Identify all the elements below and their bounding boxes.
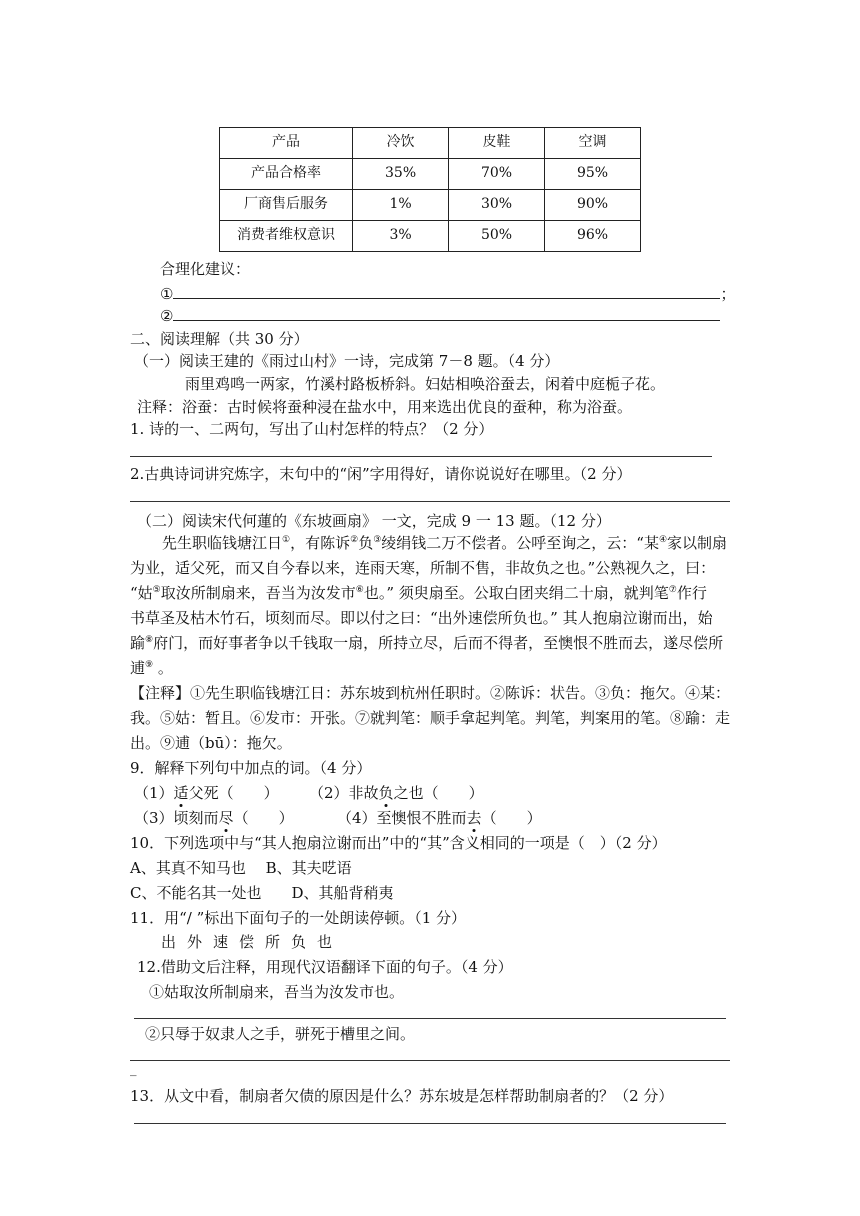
- table-cell: 30%: [449, 190, 545, 221]
- passage-line: [162, 532, 727, 555]
- passage-line: 为业，适父死，而又自今春以来，连雨天寒，所制不售，非故负之也。”公熟视久之，曰：: [130, 559, 716, 577]
- q12-sentence-1: ①姑取汝所制扇来，吾当为汝发市也。: [149, 983, 405, 1001]
- table-header-cell: 产品: [220, 128, 353, 159]
- passage-text: 。: [153, 659, 173, 677]
- q9-text: （3）顷刻而: [134, 809, 219, 827]
- passage-text: 府门，而好事者争以千钱取一扇，所持立尽，后而不得者，至懊恨不胜而去，遂尽偿所: [153, 634, 724, 652]
- q11-sentence: 出外速偿所负也: [161, 933, 344, 951]
- passage-text: 也。” 须臾扇至。公取白团夹绢二十扇，就判笔: [363, 584, 669, 602]
- answer-line-q12-1[interactable]: [134, 1018, 726, 1019]
- passage-text: 踰: [130, 634, 146, 652]
- table-cell: 95%: [545, 159, 641, 190]
- table-header-row: [220, 128, 641, 159]
- table-cell: 3%: [353, 221, 449, 252]
- passage-text: 作行: [676, 584, 707, 602]
- q10-options-ab: A、其真不知马也 B、其夫呓语: [130, 859, 352, 877]
- q9-text: 之也（ ）: [393, 784, 484, 802]
- question-11: 11．用“/ ”标出下面句子的一处朗读停顿。（1 分）: [130, 909, 467, 927]
- table-cell: 90%: [545, 190, 641, 221]
- product-stats-table: [219, 127, 641, 252]
- question-1: 1. 诗的一、二两句，写出了山村怎样的特点？（2 分）: [130, 420, 494, 438]
- footnote-ref: ⑦: [668, 585, 677, 595]
- dotted-word: 去: [466, 809, 482, 827]
- dotted-word: 适: [173, 784, 189, 802]
- footnote-ref: ⑥: [355, 585, 364, 595]
- suggestion-line-end: ；: [720, 285, 736, 303]
- table-row: [220, 190, 641, 221]
- notes-line: 【注释】①先生职临钱塘江日：苏东坡到杭州任职时。②陈诉：状告。③负：拖欠。④某：: [130, 684, 731, 702]
- answer-line-q12-2[interactable]: [130, 1060, 730, 1061]
- dotted-word: 尽: [218, 809, 234, 827]
- suggestion-label: 合理化建议：: [160, 260, 251, 278]
- q9-item-1: [134, 782, 279, 805]
- suggestion-line-1: [160, 283, 735, 306]
- table-row: [220, 159, 641, 190]
- table-cell: 消费者维权意识: [220, 221, 353, 252]
- dotted-word: 负: [378, 784, 394, 802]
- passage-line: 书草圣及枯木竹石，顷刻而尽。即以付之曰：“出外速偿所负也。” 其人抱扇泣谢而出，始: [130, 609, 713, 627]
- passage-text: 逋: [130, 659, 146, 677]
- answer-line-q1[interactable]: [130, 456, 712, 457]
- table-cell: 厂商售后服务: [220, 190, 353, 221]
- q12-sentence-2: ②只辱于奴隶人之手，骈死于槽里之间。: [145, 1025, 416, 1043]
- q9-text: 父死（ ）: [188, 784, 279, 802]
- footnote-ref: ②: [350, 535, 359, 545]
- notes-line: 出。⑨逋（bū）：拖欠。: [130, 734, 292, 752]
- table-cell: 50%: [449, 221, 545, 252]
- passage-line: [130, 632, 723, 655]
- poem-text: 雨里鸡鸣一两家，竹溪村路板桥斜。妇姑相唤浴蚕去，闲着中庭栀子花。: [185, 375, 666, 393]
- question-13: 13．从文中看，制扇者欠债的原因是什么？苏东坡是怎样帮助制扇者的？（2 分）: [130, 1087, 674, 1105]
- passage-line: [130, 582, 707, 605]
- answer-dash: _: [130, 1062, 137, 1077]
- passage-text: 负: [358, 534, 374, 552]
- part2-heading: （二）阅读宋代何蓮的《东坡画扇》 一文，完成 9 一 13 题。（12 分）: [137, 512, 611, 530]
- passage-text: 先生职临钱塘江日: [162, 534, 283, 552]
- suggestion-marker-1: ①: [160, 285, 174, 303]
- footnote-ref: ④: [658, 535, 668, 545]
- table-cell: 产品合格率: [220, 159, 353, 190]
- passage-text: 绫绢钱二万不偿者。公呼至询之，云：“某: [381, 534, 659, 552]
- table-cell: 70%: [449, 159, 545, 190]
- q9-item-3: [134, 807, 294, 830]
- table-cell: 96%: [545, 221, 641, 252]
- footnote-ref: ⑤: [152, 585, 161, 595]
- footnote-ref: ⑧: [145, 635, 154, 645]
- passage-line: [130, 657, 173, 680]
- table-cell: 1%: [353, 190, 449, 221]
- q9-text: （ ）: [233, 809, 294, 827]
- footnote-ref: ①: [282, 535, 291, 545]
- q10-options-cd: C、不能名其一处也 D、其船背稍夷: [130, 884, 394, 902]
- footnote-ref: ③: [373, 535, 382, 545]
- q9-text: （1）: [134, 784, 174, 802]
- passage-text: ，有陈诉: [290, 534, 351, 552]
- q9-text: （ ）: [481, 809, 542, 827]
- passage-text: “姑: [130, 584, 153, 602]
- question-2: 2.古典诗词讲究炼字，末句中的“闲”字用得好，请你说说好在哪里。（2 分）: [130, 465, 632, 483]
- question-12: 12.借助文后注释，用现代汉语翻译下面的句子。（4 分）: [137, 958, 513, 976]
- suggestion-answer-blank-1[interactable]: [173, 284, 720, 299]
- table-header-cell: 冷饮: [353, 128, 449, 159]
- table-row: [220, 221, 641, 252]
- passage-text: 家以制扇: [667, 534, 728, 552]
- table-header-cell: 皮鞋: [449, 128, 545, 159]
- part1-heading: （一）阅读王建的《雨过山村》一诗，完成第 7－8 题。（4 分）: [134, 352, 560, 370]
- suggestion-marker-2: ②: [160, 307, 174, 325]
- q9-item-2: [309, 782, 484, 805]
- q9-text: （2）非故: [309, 784, 379, 802]
- suggestion-answer-blank-2[interactable]: [173, 306, 720, 321]
- notes-line: 我。⑤姑：暂且。⑥发市：开张。⑦就判笔：顺手拿起判笔。判笔，判案用的笔。⑧踰：走: [130, 709, 731, 727]
- passage-text: 取汝所制扇来，吾当为汝发市: [160, 584, 356, 602]
- table-header-cell: 空调: [545, 128, 641, 159]
- question-10: 10．下列选项中与“其人抱扇泣谢而出”中的“其”含义相同的一项是（ ）（2 分）: [130, 834, 667, 852]
- q9-item-4: [337, 807, 542, 830]
- poem-note: 注释：浴蚕：古时候将蚕种浸在盐水中，用来选出优良的蚕种，称为浴蚕。: [137, 398, 633, 416]
- table-cell: 35%: [353, 159, 449, 190]
- answer-line-q2[interactable]: [130, 501, 730, 502]
- question-9: 9．解释下列句中加点的词。（4 分）: [130, 759, 372, 777]
- section-title: 二、阅读理解（共 30 分）: [130, 330, 309, 348]
- footnote-ref: ⑨: [145, 660, 154, 670]
- q9-text: （4）至懊恨不胜而: [337, 809, 467, 827]
- suggestion-line-2: [160, 305, 720, 328]
- answer-line-q13[interactable]: [134, 1123, 726, 1124]
